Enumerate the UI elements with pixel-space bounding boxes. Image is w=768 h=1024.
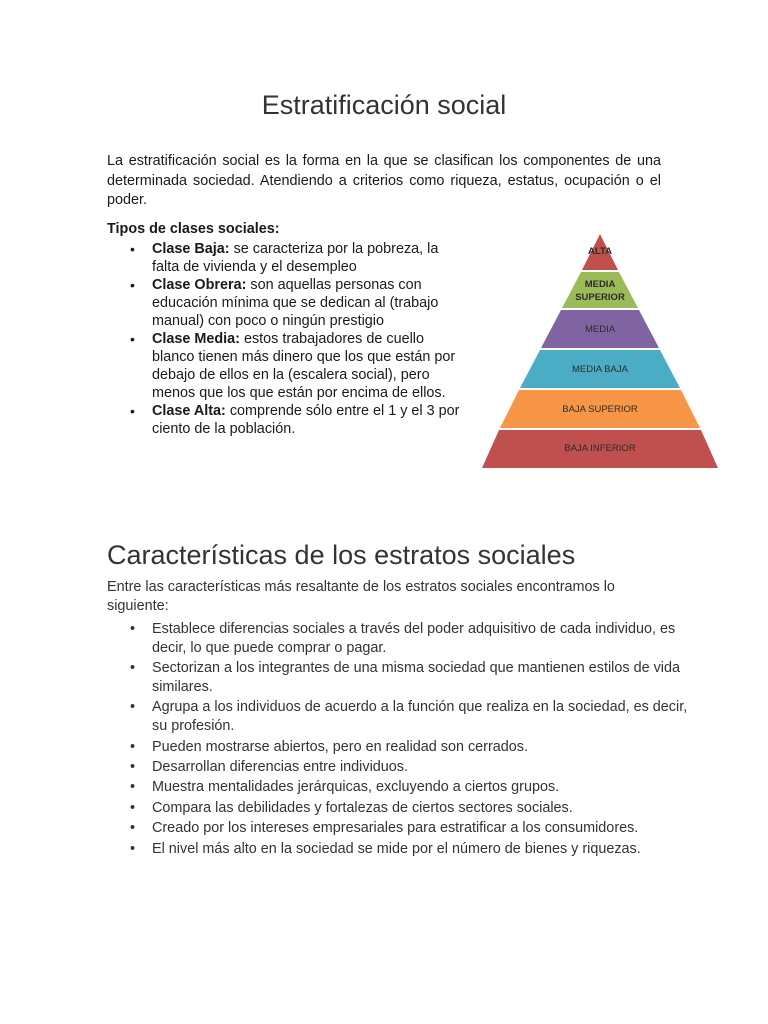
class-term: Clase Baja: [152,241,230,257]
list-item [130,799,692,818]
pyramid-label-alta: ALTA [588,246,612,257]
list-item-text: Creado por los intereses empresariales para estratificar a los consumidores. [152,820,639,837]
class-term: Clase Media: [152,331,240,347]
bullet: • [130,699,136,716]
bullet: • [130,403,135,419]
list-item [130,819,692,838]
list-item [130,738,692,757]
list-item [130,840,692,859]
list-item [130,659,692,697]
class-description: comprende sólo entre el 1 y el 3 por ciento de la población. [152,403,460,437]
list-item-text: El nivel más alto en la sociedad se mide por el número de bienes y riquezas. [152,840,641,857]
pyramid-label-media-baja: MEDIA BAJA [572,364,628,375]
page-title: Estratificación social [261,90,507,120]
pyramid-label-baja-superior: BAJA SUPERIOR [562,404,638,415]
social-pyramid-diagram [480,230,720,470]
bullet: • [130,277,135,293]
class-description: se caracteriza por la pobreza, la falta de vivienda y el desempleo [152,241,439,275]
list-item [130,620,692,658]
list-item [130,778,692,797]
bullet: • [130,840,136,857]
list-item-text: Muestra mentalidades jerárquicas, excluyendo a ciertos grupos. [152,779,560,796]
class-term: Clase Alta: [152,403,226,419]
list-item [130,402,460,438]
list-item-text: Pueden mostrarse abiertos, pero en realidad son cerrados. [152,738,528,755]
bullet: • [130,799,136,816]
characteristics-list [130,620,692,860]
section-title: Características de los estratos sociales [107,540,576,570]
pyramid-label-media-superior-1: MEDIA [584,279,616,290]
bullet: • [130,779,136,796]
intro-paragraph: La estratificación social es la forma en la que se clasifican los componentes de una determinada sociedad. Atendiendo a criterios como riqueza, estatus, ocupación o el poder. [107,153,661,208]
list-item [130,698,692,736]
bullet: • [130,738,136,755]
class-term: Clase Obrera: [152,277,247,293]
list-item [130,276,460,330]
class-description: estos trabajadores de cuello blanco tienen más dinero que los que están por debajo de ellos en la (escalera social), pero menos que los que están por encima de ellos. [152,331,456,401]
list-item-text: Sectorizan a los integrantes de una misma sociedad que mantienen estilos de vida similares. [152,660,680,695]
list-item-text: Establece diferencias sociales a través del poder adquisitivo de cada individuo, es decir, lo que puede comprar o pagar. [152,621,676,656]
types-heading: Tipos de clases sociales: [107,221,280,237]
bullet: • [130,820,136,837]
list-item-text: Compara las debilidades y fortalezas de ciertos sectores sociales. [152,799,573,816]
bullet: • [130,758,136,775]
bullet: • [130,241,135,257]
list-item-text: Desarrollan diferencias entre individuos. [152,758,408,775]
types-list [130,240,460,438]
list-item-text: Agrupa a los individuos de acuerdo a la función que realiza en la sociedad, es decir, su profesión. [152,699,688,735]
list-item [130,240,460,276]
bullet: • [130,331,135,347]
pyramid-label-media: MEDIA [584,324,616,335]
list-item [130,758,692,777]
pyramid-label-media-superior-2: SUPERIOR [575,292,625,303]
bullet: • [130,621,136,637]
pyramid-label-baja-inferior: BAJA INFERIOR [564,443,636,454]
class-description: son aquellas personas con educación mínima que se dedican al (trabajo manual) con poco o ningún prestigio [152,277,439,329]
bullet: • [130,660,136,677]
section-intro: Entre las características más resaltante de los estratos sociales encontramos lo siguiente: [107,579,615,614]
list-item [130,330,460,402]
